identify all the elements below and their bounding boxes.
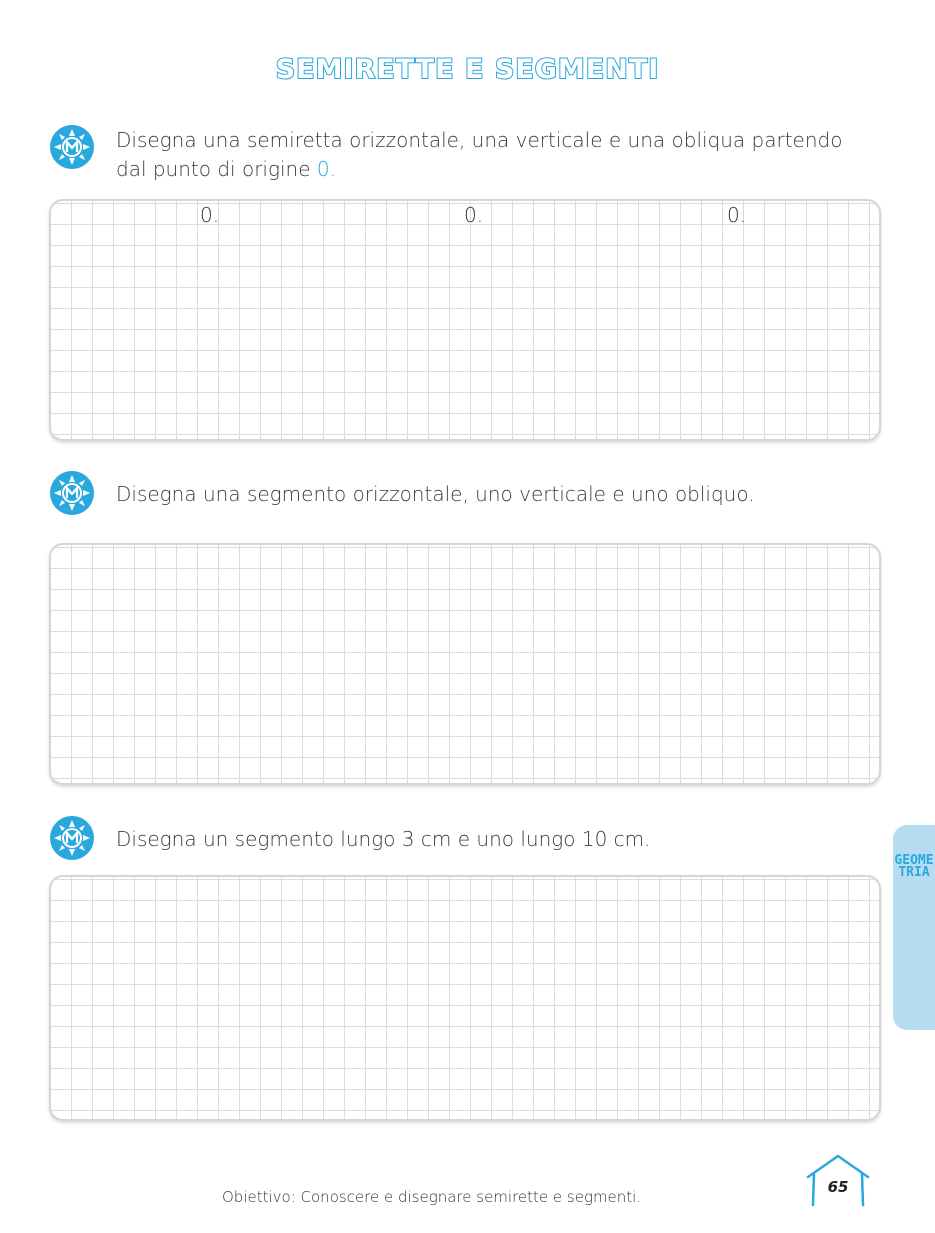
drawing-grid-1[interactable] [49, 199, 881, 441]
exercise-1-instruction [116, 126, 876, 184]
sun-m-badge-icon [49, 124, 95, 170]
sun-m-badge-icon [49, 815, 95, 861]
exercise-3-instruction: Disegna un segmento lungo 3 cm e uno lungo 10 cm. [116, 827, 651, 851]
origin-point-label: 0. [316, 157, 336, 181]
page-number: 65 [827, 1178, 849, 1196]
drawing-grid-3[interactable] [49, 875, 881, 1121]
drawing-grid-2[interactable] [49, 543, 881, 785]
origin-label-1: 0. [200, 203, 220, 227]
sun-m-badge-icon [49, 470, 95, 516]
section-tab-label: GEOMETRIA [894, 853, 934, 881]
exercise-1-instruction-text: Disegna una semiretta orizzontale, una verticale e una obliqua partendo dal punto di origine [116, 128, 843, 181]
page-number-badge [805, 1153, 871, 1209]
origin-label-2: 0. [464, 203, 484, 227]
objective-text: Obiettivo: Conoscere e disegnare semirette e segmenti. [222, 1188, 642, 1206]
exercise-2-instruction: Disegna una segmento orizzontale, uno verticale e uno obliquo. [116, 482, 755, 506]
page-title: SEMIRETTE E SEGMENTI [275, 54, 660, 85]
origin-label-3: 0. [727, 203, 747, 227]
